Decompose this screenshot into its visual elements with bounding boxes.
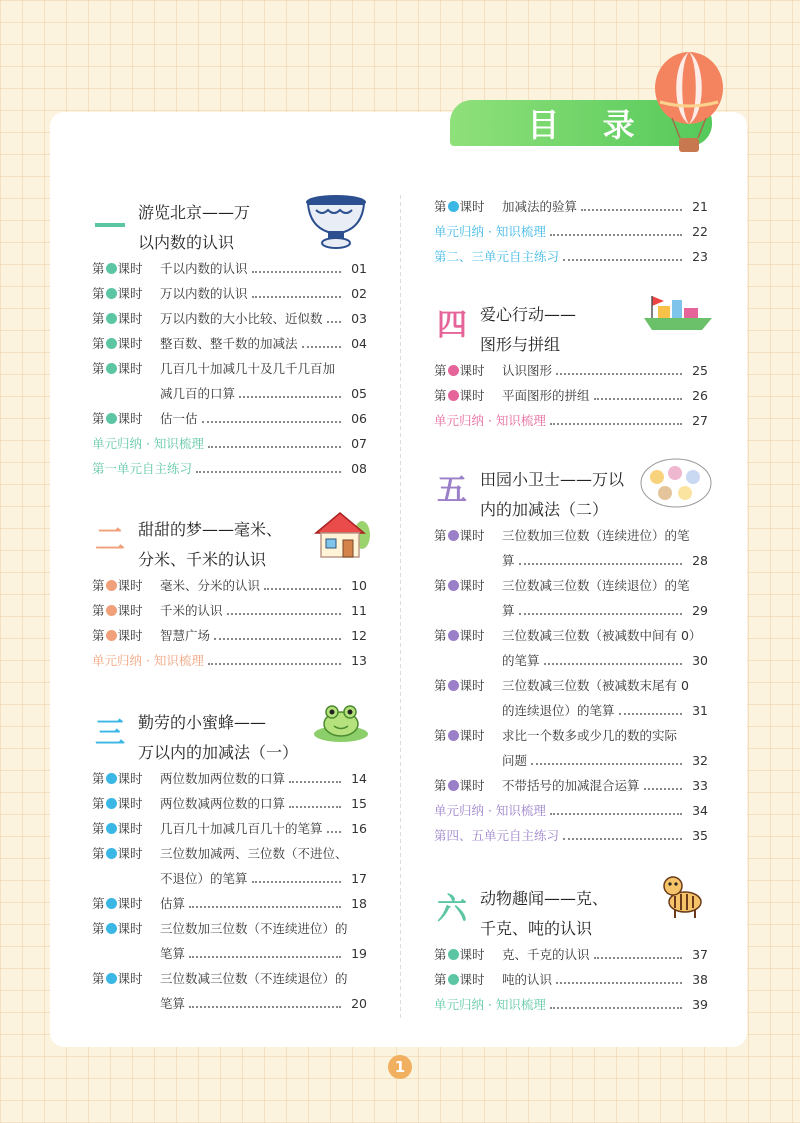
lesson-number: 第 课时 xyxy=(92,578,143,593)
toc-lesson-row[interactable] xyxy=(92,360,367,403)
lesson-number-badge xyxy=(448,201,459,212)
lesson-number: 第 课时 xyxy=(92,896,143,911)
lesson-title: 三位数减三位数（不连续退位）的 xyxy=(160,971,348,986)
toc-lesson-row[interactable] xyxy=(434,362,708,380)
toc-summary-row[interactable] xyxy=(434,412,708,430)
unit-6 xyxy=(434,884,708,1021)
toc-lesson-row[interactable] xyxy=(434,971,708,989)
unit-numeral xyxy=(92,200,128,236)
lesson-number: 第 课时 xyxy=(92,628,143,643)
lesson-number-badge xyxy=(448,680,459,691)
dot-leader xyxy=(581,198,682,211)
dot-leader xyxy=(252,285,341,298)
lesson-number-badge xyxy=(106,413,117,424)
lesson-number: 第 课时 xyxy=(434,778,485,793)
page-title: 目 录 xyxy=(527,106,651,144)
summary-title: 单元归纳 · 知识梳理 xyxy=(434,224,546,239)
lesson-number-badge xyxy=(448,730,459,741)
dot-leader xyxy=(214,627,341,640)
frog-icon xyxy=(312,700,370,744)
dot-leader xyxy=(227,602,341,615)
lesson-title: 智慧广场 xyxy=(160,628,211,643)
dot-leader xyxy=(550,412,682,425)
dot-leader xyxy=(208,652,341,665)
dot-leader xyxy=(519,602,682,615)
toc-lesson-row[interactable] xyxy=(92,335,367,353)
dot-leader xyxy=(189,995,341,1008)
dot-leader xyxy=(594,387,682,400)
lesson-number-badge xyxy=(448,780,459,791)
toc-lesson-row[interactable] xyxy=(434,946,708,964)
toc-lesson-row[interactable] xyxy=(92,795,367,813)
page-ref: 26 xyxy=(692,388,708,403)
lesson-number: 第 课时 xyxy=(92,921,143,936)
lesson-number: 第 课时 xyxy=(92,286,143,301)
unit-title: 田园小卫士——万以 内的加减法（二） xyxy=(480,470,625,519)
page-ref: 30 xyxy=(692,653,708,668)
unit-3 xyxy=(92,708,367,1020)
lesson-number-badge xyxy=(106,898,117,909)
porcelain-vase-icon xyxy=(300,192,372,250)
dot-leader xyxy=(556,362,682,375)
lesson-number-badge xyxy=(106,580,117,591)
summary-title: 单元归纳 · 知识梳理 xyxy=(434,413,546,428)
toc-lesson-row[interactable] xyxy=(92,577,367,595)
lesson-title: 估算 xyxy=(160,896,186,911)
lesson-number-badge xyxy=(106,263,117,274)
page-ref: 33 xyxy=(692,778,708,793)
summary-title: 第一单元自主练习 xyxy=(92,461,193,476)
page-ref: 22 xyxy=(692,224,708,239)
lesson-number: 第 课时 xyxy=(92,796,143,811)
toc-lesson-row[interactable] xyxy=(92,845,367,888)
toc-lesson-row[interactable] xyxy=(434,527,708,570)
lesson-number: 第 课时 xyxy=(434,388,485,403)
page-ref: 05 xyxy=(351,386,367,401)
unit-3-continued xyxy=(434,198,708,273)
summary-title: 第二、三单元自主练习 xyxy=(434,249,560,264)
page-ref: 18 xyxy=(351,896,367,911)
toc-summary-row[interactable] xyxy=(434,248,708,266)
page-ref: 39 xyxy=(692,997,708,1012)
lesson-title: 千以内数的认识 xyxy=(160,261,248,276)
page-ref: 13 xyxy=(351,653,367,668)
lesson-number-badge xyxy=(448,390,459,401)
lesson-number-badge xyxy=(106,848,117,859)
unit-2 xyxy=(92,515,367,677)
lesson-title: 万以内数的认识 xyxy=(160,286,248,301)
unit-numeral: 二 xyxy=(95,523,125,558)
lesson-number: 第 课时 xyxy=(92,361,143,376)
toc-summary-row[interactable] xyxy=(434,996,708,1014)
lesson-title-continued: 的连续退位）的笔算 xyxy=(502,703,615,718)
dot-leader xyxy=(619,702,682,715)
lesson-number: 第 课时 xyxy=(434,947,485,962)
unit-title: 甜甜的梦——毫米、 分米、千米的认识 xyxy=(138,520,283,569)
toc-lesson-row[interactable] xyxy=(92,895,367,913)
dot-leader xyxy=(563,827,682,840)
lesson-number: 第 课时 xyxy=(92,411,143,426)
house-icon xyxy=(312,509,370,561)
page-ref: 38 xyxy=(692,972,708,987)
page-ref: 14 xyxy=(351,771,367,786)
lesson-title: 三位数加减两、三位数（不进位、 xyxy=(160,846,348,861)
lesson-title: 毫米、分米的认识 xyxy=(160,578,261,593)
lesson-title: 千米的认识 xyxy=(160,603,223,618)
unit-numeral: 三 xyxy=(95,716,125,751)
lesson-number: 第 课时 xyxy=(434,363,485,378)
unit-title: 爱心行动—— 图形与拼组 xyxy=(480,305,577,354)
page-ref: 15 xyxy=(351,796,367,811)
lesson-number-badge xyxy=(448,630,459,641)
cartoon-animals-icon xyxy=(639,457,713,509)
page-ref: 11 xyxy=(351,603,367,618)
lesson-number: 第 课时 xyxy=(92,821,143,836)
dot-leader xyxy=(208,435,341,448)
lesson-title: 平面图形的拼组 xyxy=(502,388,590,403)
page-ref: 25 xyxy=(692,363,708,378)
lesson-number: 第 课时 xyxy=(434,199,485,214)
lesson-number-badge xyxy=(106,973,117,984)
unit-numeral: 四 xyxy=(437,308,467,343)
lesson-number-badge xyxy=(448,530,459,541)
page-ref: 10 xyxy=(351,578,367,593)
lesson-title-continued: 的笔算 xyxy=(502,653,540,668)
page-ref: 20 xyxy=(351,996,367,1011)
page-ref: 08 xyxy=(351,461,367,476)
lesson-number-badge xyxy=(106,798,117,809)
lesson-title: 估一估 xyxy=(160,411,198,426)
page-ref: 04 xyxy=(351,336,367,351)
lesson-title: 吨的认识 xyxy=(502,972,553,987)
lesson-number-badge xyxy=(448,949,459,960)
dot-leader xyxy=(196,460,341,473)
lesson-number: 第 课时 xyxy=(92,311,143,326)
lesson-title: 三位数减三位数（被减数末尾有 0 xyxy=(502,678,689,693)
lesson-number-badge xyxy=(106,630,117,641)
lesson-number: 第 课时 xyxy=(92,603,143,618)
summary-title: 单元归纳 · 知识梳理 xyxy=(92,436,204,451)
lesson-number-badge xyxy=(448,580,459,591)
zebra-icon xyxy=(659,872,709,922)
dot-leader xyxy=(531,752,682,765)
page-ref: 06 xyxy=(351,411,367,426)
lesson-title: 万以内数的大小比较、近似数 xyxy=(160,311,323,326)
summary-title: 第四、五单元自主练习 xyxy=(434,828,560,843)
lesson-title-continued: 笔算 xyxy=(160,996,186,1011)
summary-title: 单元归纳 · 知识梳理 xyxy=(92,653,204,668)
unit-numeral: 六 xyxy=(437,892,467,927)
toc-summary-row[interactable] xyxy=(92,460,367,478)
lesson-title: 两位数加两位数的口算 xyxy=(160,771,286,786)
page-ref: 32 xyxy=(692,753,708,768)
page-ref: 07 xyxy=(351,436,367,451)
dot-leader xyxy=(327,820,341,833)
toc-summary-row[interactable] xyxy=(434,827,708,845)
lesson-number-badge xyxy=(106,923,117,934)
dot-leader xyxy=(189,945,341,958)
unit-5 xyxy=(434,465,708,852)
lesson-number: 第 课时 xyxy=(92,336,143,351)
lesson-number: 第 课时 xyxy=(434,628,485,643)
dot-leader xyxy=(550,802,682,815)
page-ref: 27 xyxy=(692,413,708,428)
lesson-title: 不带括号的加减混合运算 xyxy=(502,778,640,793)
lesson-number: 第 课时 xyxy=(92,261,143,276)
lesson-number: 第 课时 xyxy=(434,678,485,693)
unit-title: 勤劳的小蜜蜂—— 万以内的加减法（一） xyxy=(138,713,299,762)
dot-leader xyxy=(556,971,682,984)
lesson-title-continued: 问题 xyxy=(502,753,528,768)
lesson-title-continued: 不退位）的笔算 xyxy=(160,871,248,886)
page-ref: 17 xyxy=(351,871,367,886)
dot-leader xyxy=(563,248,682,261)
lesson-title: 几百几十加减几十及几千几百加 xyxy=(160,361,336,376)
summary-title: 单元归纳 · 知识梳理 xyxy=(434,803,546,818)
toc-lesson-row[interactable] xyxy=(92,602,367,620)
lesson-title: 两位数减两位数的口算 xyxy=(160,796,286,811)
dot-leader xyxy=(289,795,341,808)
dot-leader xyxy=(202,410,341,423)
toc-lesson-row[interactable] xyxy=(92,310,367,328)
lesson-number-badge xyxy=(448,974,459,985)
dot-leader xyxy=(239,385,341,398)
toc-summary-row[interactable] xyxy=(434,802,708,820)
toc-lesson-row[interactable] xyxy=(92,820,367,838)
lesson-title: 克、千克的认识 xyxy=(502,947,590,962)
hot-air-balloon-icon xyxy=(650,50,728,160)
page-ref: 34 xyxy=(692,803,708,818)
page-ref: 01 xyxy=(351,261,367,276)
dot-leader xyxy=(544,652,682,665)
toc-lesson-row[interactable] xyxy=(92,410,367,428)
toc-lesson-row[interactable] xyxy=(434,198,708,216)
toc-lesson-row[interactable] xyxy=(434,387,708,405)
toc-lesson-row[interactable] xyxy=(434,727,708,770)
toc-lesson-row[interactable] xyxy=(434,627,708,670)
dot-leader xyxy=(519,552,682,565)
page-ref: 35 xyxy=(692,828,708,843)
lesson-number-badge xyxy=(106,605,117,616)
lesson-title-continued: 算 xyxy=(502,603,515,618)
lesson-title: 三位数加三位数（不连续进位）的 xyxy=(160,921,348,936)
page-ref: 12 xyxy=(351,628,367,643)
unit-title: 游览北京——万 以内数的认识 xyxy=(138,203,251,252)
page-ref: 02 xyxy=(351,286,367,301)
page-ref: 37 xyxy=(692,947,708,962)
lesson-number-badge xyxy=(106,338,117,349)
page-ref: 03 xyxy=(351,311,367,326)
dot-leader xyxy=(550,223,682,236)
dot-leader xyxy=(264,577,341,590)
toc-lesson-row[interactable] xyxy=(92,627,367,645)
lesson-title: 求比一个数多或少几的数的实际 xyxy=(502,728,678,743)
lesson-title-continued: 减几百的口算 xyxy=(160,386,236,401)
dot-leader xyxy=(302,335,341,348)
toc-lesson-row[interactable] xyxy=(92,260,367,278)
toc-lesson-row[interactable] xyxy=(434,577,708,620)
toc-lesson-row[interactable] xyxy=(434,777,708,795)
page-ref: 28 xyxy=(692,553,708,568)
lesson-title-continued: 算 xyxy=(502,553,515,568)
toy-ship-icon xyxy=(642,292,714,332)
dot-leader xyxy=(327,310,341,323)
lesson-number: 第 课时 xyxy=(434,972,485,987)
dot-leader xyxy=(252,260,341,273)
page-ref: 31 xyxy=(692,703,708,718)
page-ref: 19 xyxy=(351,946,367,961)
toc-lesson-row[interactable] xyxy=(92,920,367,963)
lesson-title-continued: 笔算 xyxy=(160,946,186,961)
toc-lesson-row[interactable] xyxy=(434,677,708,720)
unit-1 xyxy=(92,198,367,485)
toc-lesson-row[interactable] xyxy=(92,285,367,303)
page-ref: 29 xyxy=(692,603,708,618)
lesson-number-badge xyxy=(106,823,117,834)
lesson-number: 第 课时 xyxy=(92,971,143,986)
column-divider xyxy=(400,195,401,1020)
page-number: 1 xyxy=(388,1055,412,1079)
toc-lesson-row[interactable] xyxy=(92,970,367,1013)
unit-numeral: 五 xyxy=(437,473,467,508)
unit-4 xyxy=(434,300,708,437)
lesson-title: 加减法的验算 xyxy=(502,199,578,214)
dot-leader xyxy=(289,770,341,783)
toc-summary-row[interactable] xyxy=(92,652,367,670)
page-ref: 23 xyxy=(692,249,708,264)
dot-leader xyxy=(594,946,682,959)
dot-leader xyxy=(644,777,682,790)
toc-lesson-row[interactable] xyxy=(92,770,367,788)
page-ref: 16 xyxy=(351,821,367,836)
unit-title: 动物趣闻——克、 千克、吨的认识 xyxy=(480,889,609,938)
lesson-title: 三位数减三位数（被减数中间有 0） xyxy=(502,628,702,643)
lesson-number: 第 课时 xyxy=(434,728,485,743)
lesson-number: 第 课时 xyxy=(434,528,485,543)
lesson-number: 第 课时 xyxy=(92,771,143,786)
lesson-title: 整百数、整千数的加减法 xyxy=(160,336,298,351)
lesson-number-badge xyxy=(106,363,117,374)
lesson-number-badge xyxy=(106,773,117,784)
summary-title: 单元归纳 · 知识梳理 xyxy=(434,997,546,1012)
lesson-number: 第 课时 xyxy=(92,846,143,861)
lesson-title: 几百几十加减几百几十的笔算 xyxy=(160,821,323,836)
page-ref: 21 xyxy=(692,199,708,214)
dot-leader xyxy=(189,895,341,908)
dot-leader xyxy=(252,870,341,883)
toc-summary-row[interactable] xyxy=(434,223,708,241)
lesson-title: 认识图形 xyxy=(502,363,553,378)
lesson-number: 第 课时 xyxy=(434,578,485,593)
lesson-number-badge xyxy=(106,288,117,299)
lesson-number-badge xyxy=(106,313,117,324)
dot-leader xyxy=(550,996,682,1009)
lesson-number-badge xyxy=(448,365,459,376)
toc-summary-row[interactable] xyxy=(92,435,367,453)
lesson-title: 三位数加三位数（连续进位）的笔 xyxy=(502,528,690,543)
lesson-title: 三位数减三位数（连续退位）的笔 xyxy=(502,578,690,593)
